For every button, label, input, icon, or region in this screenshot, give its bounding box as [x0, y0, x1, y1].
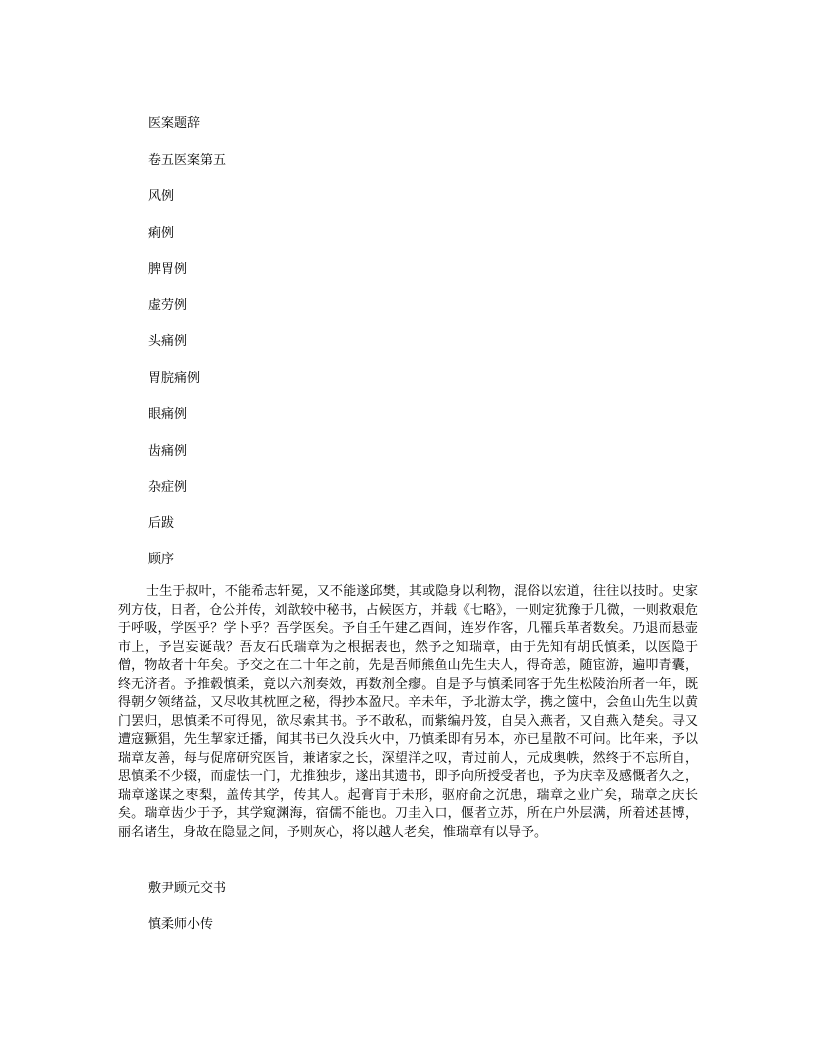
heading-shenrou-xiaozhuan: 慎柔师小传 — [148, 917, 214, 932]
heading-houba: 后跋 — [148, 516, 175, 531]
heading-feng-li: 风例 — [148, 189, 175, 204]
heading-gu-xu: 顾序 — [148, 552, 175, 567]
heading-toutong-li: 头痛例 — [148, 334, 188, 349]
heading-yian-tici: 医案题辞 — [148, 116, 201, 131]
heading-xulao-li: 虚劳例 — [148, 298, 188, 313]
heading-juan-wu: 卷五医案第五 — [148, 153, 227, 168]
heading-yantong-li: 眼痛例 — [148, 407, 188, 422]
heading-chitong-li: 齿痛例 — [148, 444, 188, 459]
signature-line: 敷尹顾元交书 — [148, 881, 227, 896]
heading-weiwantong-li: 胃脘痛例 — [148, 371, 201, 386]
heading-li-li: 痢例 — [148, 226, 175, 241]
preface-paragraph: 士生于叔叶，不能希志轩冕，又不能遂邱樊，其或隐身以利物，混俗以宏道，往往以技时。史家列方伎，日者，仓公并传，刘歆较中秘书，占候医方，并载《七略》，一则定犹豫于几微，一则救艰危于呼吸，学医乎？学卜乎？吾学医矣。予自壬午建乙酉间，连岁作客，几罹兵革者数矣。乃退而悬壶市上，予岂妄诞哉？吾友石氏瑞章为之根据表也，然予之知瑞章，由于先知有胡氏慎柔，以医隐于僧，物故者十年矣。予交之在二十年之前，先是吾师熊鱼山先生夫人，得奇恙，随宦游，遍叩青囊，终无济者。予推毂慎柔，竟以六剂奏效，再数剂全瘳。自是予与慎柔同客于先生松陵治所者一年，既得朝夕领绪益，又尽收其枕匣之秘，得抄本盈尺。辛未年，予北游太学，携之箧中，会鱼山先生以黄门罢归，思慎柔不可得见，欲尽索其书。予不敢私，而紫编丹笈，自吴入燕者，又自燕入楚矣。寻又遭寇獗猖，先生挈家迁播，闻其书已久没兵火中，乃慎柔即有另本，亦已星散不可问。比年来，予以瑞章友善，每与促席研究医旨，兼诸家之长，深望洋之叹，青过前人，元成奥帙，然终于不忘所自，思慎柔不少辍，而虚怯一门，尤推独步，遂出其遗书，即予向所授受者也，予为庆幸及感慨者久之，瑞章遂谋之枣梨，盖传其学，传其人。起膏肓于未形，驱府俞之沉患，瑞章之业广矣，瑞章之庆长矣。瑞章齿少于予，其学窥渊海，宿儒不能也。刀圭入口，偃者立苏，所在户外层满，所着述甚博，丽名诸生，身故在隐显之间，予则灰心，将以越人老矣，惟瑞章有以导予。 — [118, 584, 698, 840]
heading-piwei-li: 脾胃例 — [148, 262, 188, 277]
heading-zazheng-li: 杂症例 — [148, 480, 188, 495]
